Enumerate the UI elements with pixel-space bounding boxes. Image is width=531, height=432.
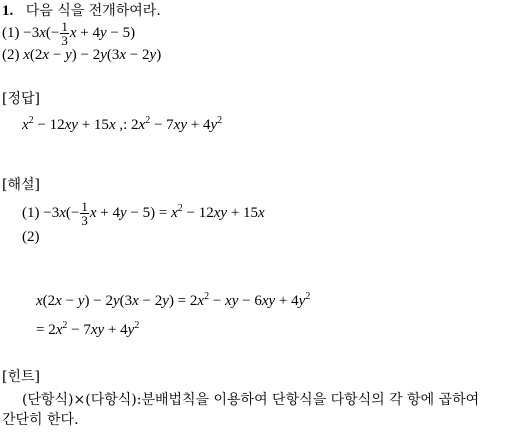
item-2-expression: x(2x − y) − 2y(3x − 2y): [23, 47, 162, 63]
solution-header: [해설]: [2, 177, 40, 193]
problem-instruction: 다음 식을 전개하여라.: [25, 3, 161, 19]
answer-header: [정답]: [2, 91, 40, 107]
item-2-label: (2): [2, 47, 20, 63]
answer-line: [22, 115, 223, 133]
solution-step-2-label: (2): [22, 229, 40, 245]
solution-step-1-label: (1): [22, 204, 40, 221]
solution-step-2-line-2: = $2x^2 - 7xy + 4y^2$: [36, 320, 140, 338]
item-1-expression: −3x(− $\frac{1}{3}$ x + 4y − 5): [23, 19, 136, 48]
hint-header: [힌트]: [2, 369, 40, 385]
item-1-label: (1): [2, 24, 20, 41]
answer-1-expression: $x^2 - 12xy + 15x$: [22, 115, 116, 133]
hint-line-2: 간단히 한다.: [2, 412, 79, 428]
problem-item-2: [2, 48, 161, 63]
solution-step-2-line-1: $x(2x - y) - 2y(3x - 2y) = 2x^2$ − xy − $6xy + 4y^2$: [36, 291, 311, 309]
solution-step-1-expression: −3x(− $\frac{1}{3}$ $x + 4y - 5) = x^2 - 12xy + 15x$: [43, 199, 265, 228]
answer-separator: ,:: [119, 117, 128, 133]
problem-heading: [2, 4, 161, 19]
problem-number: 1.: [2, 3, 14, 19]
answer-2-expression: $2x^2 - 7xy + 4y^2$: [131, 115, 223, 133]
fraction-one-third: $\frac{1}{3}$: [61, 19, 68, 48]
solution-step-1: [22, 200, 265, 227]
problem-item-1: [2, 20, 135, 47]
fraction-one-third: $\frac{1}{3}$: [81, 199, 88, 228]
hint-line-1: (단항식)×(다항식):분배법칙을 이용하여 단항식을 다항식의 각 항에 곱하여: [22, 392, 480, 408]
